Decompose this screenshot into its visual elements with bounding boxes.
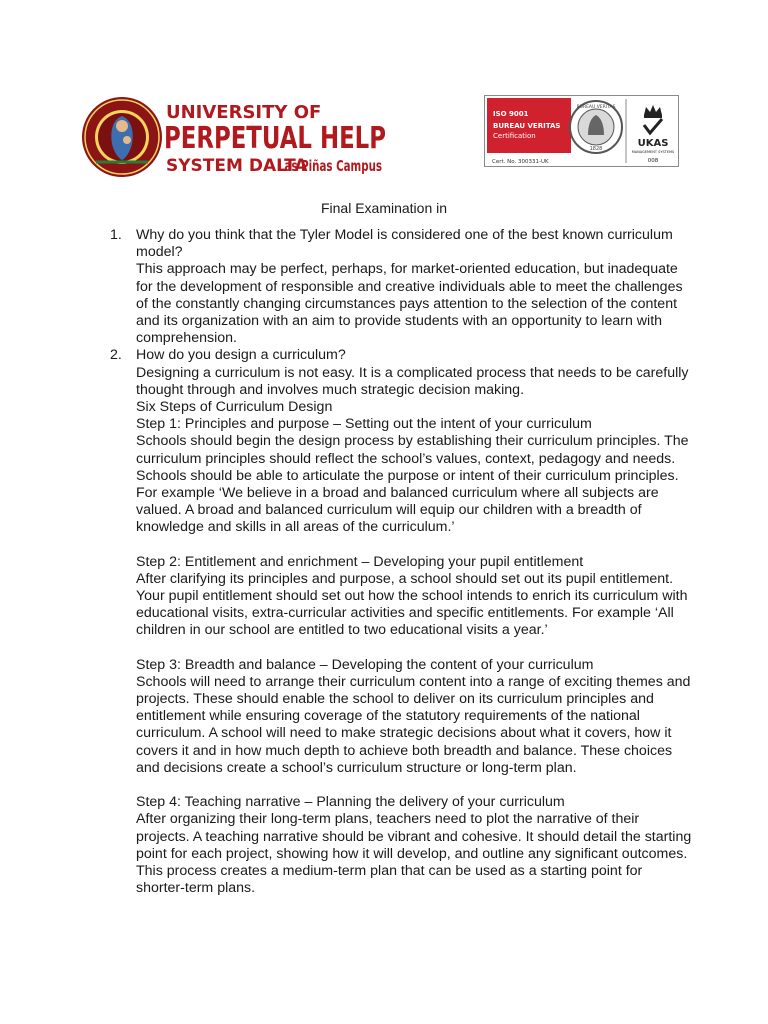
body-line: and its organization with an aim to provide students with an opportunity to learn with [136,313,663,330]
body-line: projects. A teaching narrative should be vibrant and cohesive. It should detail the starting [136,828,692,845]
question-1 [110,227,690,347]
iso-label: ISO 9001 [493,110,529,118]
document-body [110,227,690,897]
university-logo [82,92,392,182]
body-line: Why do you think that the Tyler Model is considered one of the best known curriculum [136,227,673,243]
question-number: 1. [110,227,122,243]
ukas-label: UKAS [637,138,669,149]
bureau-label: BUREAU VERITAS [493,122,561,130]
body-line: valued. A broad and balanced curriculum will equip our children with a breadth of [136,502,642,519]
body-line: For example ‘We believe in a broad and balanced curriculum where all subjects are [136,485,659,502]
body-line: model? [136,244,183,261]
certification-logo [484,95,679,167]
question-2 [110,347,690,897]
bureau-veritas-seal-icon [570,101,622,153]
body-line: educational visits, extra-curricular activities and specific entitlements. For example ‘All [136,605,674,622]
body-line: covers it and in how much depth to achieve both breadth and balance. These choices [136,742,673,759]
university-seal-icon [82,97,162,177]
body-line: curriculum. A school will need to make strategic decisions about what it covers, how it [136,725,672,742]
step-heading: Step 4: Teaching narrative – Planning the delivery of your curriculum [136,794,565,811]
question-number: 2. [110,347,122,364]
body-line: entitlement while ensuring coverage of the statutory requirements of the national [136,708,640,725]
campus-name: Las Piñas Campus [278,157,383,175]
paragraph-gap [136,537,690,554]
body-line: This approach may be perfect, perhaps, for market-oriented education, but inadequate [136,261,678,278]
seal-text: BUREAU VERITAS [576,105,616,110]
seal-year: 1828 [589,146,603,152]
paragraph-gap [136,777,690,794]
body-line: point for each project, showing how it will develop, and outline any significant outcomes. [136,845,688,862]
university-name-line3: SYSTEM DALTA [166,156,308,176]
cert-number: Cert. No. 300331-UK [492,159,549,165]
document-title: Final Examination in [320,200,448,216]
section-heading: Six Steps of Curriculum Design [136,399,333,416]
body-line: After clarifying its principles and purpose, a school should set out its pupil entitlement. [136,570,674,587]
body-line: curriculum principles should reflect the school’s values, context, pedagogy and needs. [136,450,676,467]
step-heading: Step 3: Breadth and balance – Developing the content of your curriculum [136,656,594,673]
body-line: Your pupil entitlement should set out how the school intends to enrich its curriculum with [136,588,688,605]
document-header [0,0,768,190]
body-line: of the constantly changing circumstances pays attention to the selection of the content [136,295,678,312]
body-line: Designing a curriculum is not easy. It is a complicated process that needs to be carefully [136,364,689,381]
body-line: and decisions create a school’s curriculum structure or long-term plan. [136,759,577,776]
ukas-number: 008 [647,158,659,164]
ukas-sublabel: MANAGEMENT SYSTEMS [631,150,675,154]
body-line: comprehension. [136,330,237,347]
body-line: Schools should begin the design process by establishing their curriculum principles. The [136,433,689,450]
body-line: children in our school are entitled to two educational visits a year.’ [136,622,548,639]
step-heading: Step 2: Entitlement and enrichment – Developing your pupil entitlement [136,553,584,570]
body-line: projects. These should enable the school to deliver on its curriculum principles and [136,691,654,708]
body-line: Schools will need to arrange their curriculum content into a range of exciting themes and [136,673,691,690]
body-line: Schools should be able to articulate the purpose or intent of their curriculum principles. [136,467,679,484]
university-name-line1: UNIVERSITY OF [166,102,322,123]
paragraph-gap [136,640,690,657]
certification-label: Certification [493,132,536,140]
step-heading: Step 1: Principles and purpose – Setting out the intent of your curriculum [136,416,592,433]
body-line: shorter-term plans. [136,880,256,897]
body-line: for the development of responsible and creative individuals able to meet the challenges [136,278,683,295]
body-line: thought through and involves much strategic decision making. [136,381,525,398]
body-line: How do you design a curriculum? [136,347,346,364]
body-line: After organizing their long-term plans, teachers need to plot the narrative of their [136,811,640,828]
body-line: knowledge and skills in all areas of the curriculum.’ [136,519,455,536]
university-name-line2: PERPETUAL HELP [164,121,386,156]
body-line: This process creates a medium-term plan that can be used as a starting point for [136,862,643,879]
